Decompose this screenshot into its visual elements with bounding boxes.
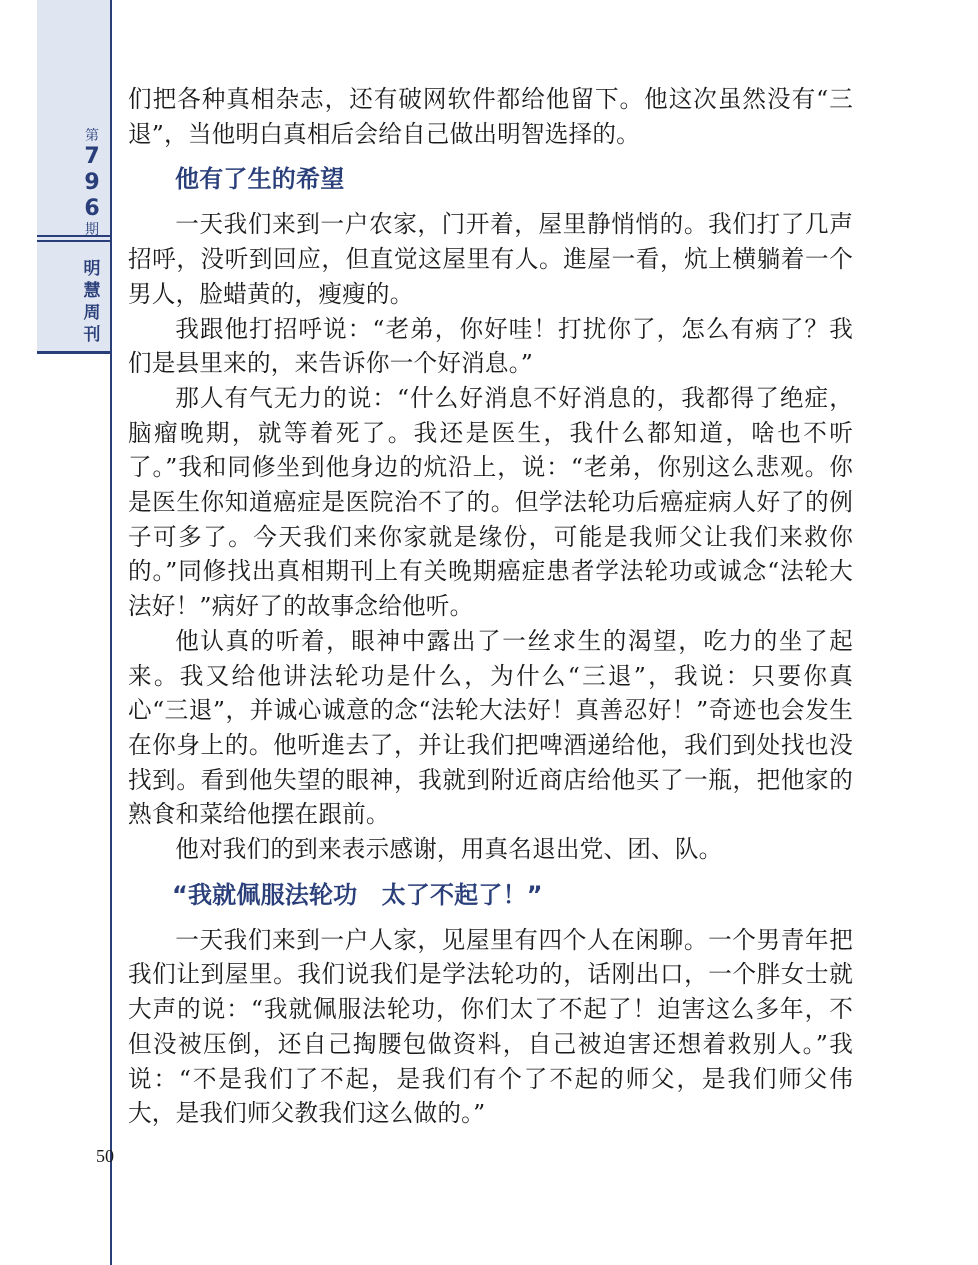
section-heading: “我就佩服法轮功 太了不起了！” — [172, 880, 543, 909]
paragraph: 一天我们来到一户人家，见屋里有四个人在闲聊。一个男青年把我们让到屋里。我们说我们是学法轮功的，话刚出口，一个胖女士就大声的说：“我就佩服法轮功，你们太了不起了！迫害这么多年，不但没被压倒，还自己掏腰包做资料，自己被迫害还想着救别人。”我说：“不是我们了不起，是我们有个了不起的师父，是我们师父伟大，是我们师父教我们这么做的。” — [128, 925, 853, 1128]
publication-char: 慧 — [83, 281, 101, 301]
issue-digit: 9 — [84, 170, 100, 195]
page-number: 50 — [96, 1146, 114, 1166]
issue-prefix: 第 — [85, 128, 99, 144]
paragraph: 们把各种真相杂志，还有破网软件都给他留下。他这次虽然没有“三退”，当他明白真相后会给自己做出明智选择的。 — [128, 85, 853, 148]
article-body — [128, 82, 853, 1131]
paragraph: 那人有气无力的说：“什么好消息不好消息的，我都得了绝症，脑瘤晚期，就等着死了。我还是医生，我什么都知道，啥也不听了。”我和同修坐到他身边的炕沿上，说：“老弟，你别这么悲观。你是医生你知道癌症是医院治不了的。但学法轮功后癌症病人好了的例子可多了。今天我们来你家就是缘份，可能是我师父让我们来救你的。”同修找出真相期刊上有关晚期癌症患者学法轮功或诚念“法轮大法好！”病好了的故事念给他听。 — [128, 383, 853, 621]
publication-char: 明 — [83, 259, 101, 279]
issue-suffix: 期 — [85, 222, 99, 238]
section-heading: 他有了生的希望 — [175, 165, 345, 194]
paragraph: 我跟他打招呼说：“老弟，你好哇！打扰你了，怎么有病了？我们是县里来的，来告诉你一个好消息。” — [128, 314, 853, 378]
margin-rule — [110, 0, 112, 1265]
issue-digit: 6 — [84, 196, 100, 221]
paragraph: 他对我们的到来表示感谢，用真名退出党、团、队。 — [175, 835, 723, 864]
paragraph: 他认真的听着，眼神中露出了一丝求生的渴望，吃力的坐了起来。我又给他讲法轮功是什么，为什么“三退”，我说：只要你真心“三退”，并诚心诚意的念“法轮大法好！真善忍好！”奇迹也会发生在你身上的。他听進去了，并让我们把啤酒递给他，我们到处找也没找到。看到他失望的眼神，我就到附近商店给他买了一瓶，把他家的熟食和菜给他摆在跟前。 — [128, 626, 853, 829]
issue-number — [74, 128, 110, 238]
issue-digits — [84, 144, 99, 222]
issue-digit: 7 — [84, 144, 100, 169]
sidebar-bottom-rule — [37, 351, 112, 354]
sidebar-divider — [37, 240, 112, 242]
publication-name — [74, 258, 110, 346]
publication-char: 刊 — [83, 325, 101, 345]
paragraph: 一天我们来到一户农家，门开着，屋里静悄悄的。我们打了几声招呼，没听到回应，但直觉这屋里有人。進屋一看，炕上横躺着一个男人，脸蜡黄的，瘦瘦的。 — [128, 210, 853, 308]
publication-char: 周 — [83, 303, 101, 323]
